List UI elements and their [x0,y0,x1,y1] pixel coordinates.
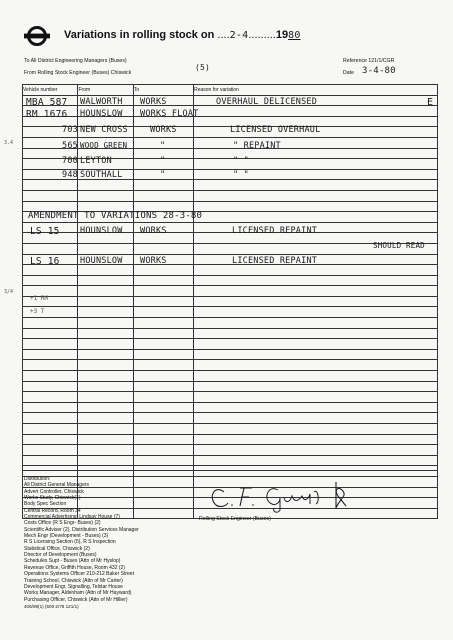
from-line: From Rolling Stock Engineer (Buses) Chiswick [24,70,132,76]
list-item: Body Spec Section [24,501,67,508]
reason: " " [233,156,249,166]
vehicle-number: LS 15 [30,226,60,237]
to-destination: WORKS [150,125,177,135]
handwritten-signature [206,478,356,514]
from-garage: WALWORTH [80,97,123,107]
reason: LICENSED REPAINT [232,256,318,266]
list-item: Schedules Supt - Buses (Attn of Mr Hyslop) [24,558,121,565]
london-transport-roundel-icon [24,25,50,47]
to-destination: " [160,141,166,151]
form-code: 406/99(1) (500 2/78 121/1) [24,603,79,609]
list-item: Works Study, Chiswick(1) [24,495,81,502]
reason: " " [233,170,249,180]
to-destination: WORKS [140,256,167,266]
list-item: Training School, Chiswick (Attn of Mr Carter) [24,577,123,584]
column-header: To [133,85,193,96]
date-label: Date [343,70,354,76]
to-line: To All District Engineering Managers (Buses) [24,58,127,64]
column-header: From [78,85,133,96]
reason: LICENSED OVERHAUL [230,125,321,135]
margin-mark: E [427,97,434,108]
from-garage: SOUTHALL [80,170,123,180]
reason: LICENSED REPAINT [232,226,318,236]
list-item: Works Manager, Aldenham (Attn of Mr Hayward) [24,590,132,597]
list-item: Central Record, Room 34 [24,507,81,514]
to-destination: " [160,170,166,180]
to-destination: " [160,156,166,166]
year-handwritten: 80 [288,30,301,41]
from-garage: NEW CROSS [80,125,128,135]
signatory-role: Rolling Stock Engineer (Buses) [199,516,271,522]
margin-note: +3 T [30,308,45,315]
margin-note: 3.4 [4,140,14,146]
to-destination: WORKS FLOAT [140,109,199,119]
signature-text: C. F. Greystock [281,512,288,513]
from-garage: HOUNSLOW [80,256,123,266]
list-item: Purchasing Officer, Chiswick (Attn of Mr Hillier) [24,596,128,603]
vehicle-number: 565 [62,141,78,151]
from-garage: WOOD GREEN [80,141,128,150]
vehicle-number: 700 [62,156,78,166]
to-destination: WORKS [140,226,167,236]
column-header: Vehicle number [23,85,78,96]
table-header-row [23,85,438,96]
list-item: Advert Controller, Chiswick [24,488,84,495]
form-title: Variations in rolling stock on ....2-4.........1980 [64,29,301,41]
margin-note: +1 RM [30,295,49,302]
list-item: All District General Managers [24,482,90,489]
to-destination: WORKS [140,97,167,107]
reason: " REPAINT [233,141,281,151]
vehicle-number: RM 1676 [26,109,68,120]
should-read-note: SHOULD READ [373,241,425,250]
reason: OVERHAUL DELICENSED [216,97,318,107]
from-garage: LEYTON [80,156,112,166]
list-item: Development Engr, Signalling, Telstar House [24,583,123,590]
divider [22,470,438,471]
vehicle-number: LS 16 [30,256,60,267]
sheet-number: (5) [195,63,211,72]
amendment-heading: AMENDMENT TO VARIATIONS 28-3-80 [28,211,203,221]
list-item: Revenue Office, Griffith House, Room 432 (2) [24,564,125,571]
distribution-list [24,476,139,610]
vehicle-number: 948 [62,170,78,180]
list-item: Statistical Office, Chiswick (2) [24,545,90,552]
list-item: Commercial Advertising, Lindsay House (7) [24,514,120,521]
list-item: Scientific Adviser (2), Distribution Services Manager [24,526,139,533]
list-item: Operations Systems Officer 210-212 Baker Street [24,571,134,578]
list-item: Director of Development (Buses) [24,552,97,559]
reference: Reference 121/1/CGR [343,58,395,64]
distribution-heading: Distribution: [24,476,51,482]
from-garage: HOUNSLOW [80,226,123,236]
list-item: R S Licensing Section (5), R S Inspection [24,539,116,546]
margin-note: 3/4 [4,289,14,295]
list-item: Mech Engr (Development - Buses) (3) [24,533,109,540]
from-garage: HOUNSLOW [80,109,123,119]
list-item: Costs Office (R S Engr- Buses) (2) [24,520,101,527]
vehicle-number: MBA 587 [26,97,68,108]
vehicle-number: 703 [62,125,78,135]
date-day-handwritten: 2-4 [229,30,249,41]
date-value: 3-4-80 [362,66,396,76]
column-header: Reason for variation [194,85,438,96]
